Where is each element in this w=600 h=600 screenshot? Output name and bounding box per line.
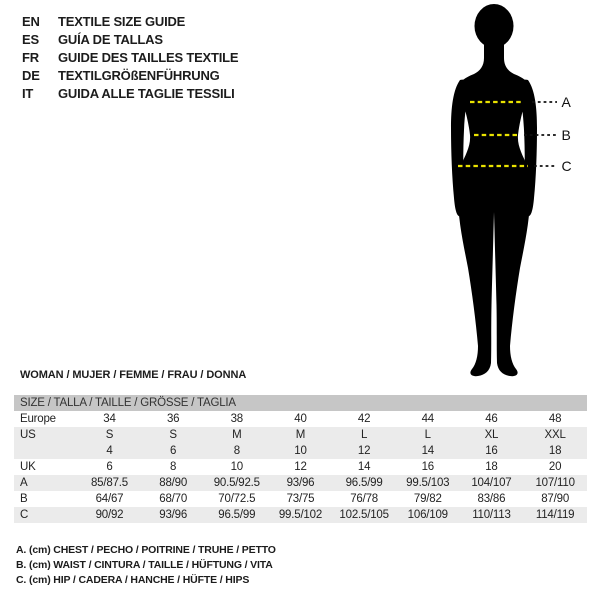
- language-code: ES: [22, 32, 39, 47]
- language-code: DE: [22, 68, 40, 83]
- size-cell: 90/92: [78, 507, 142, 523]
- row-label: C: [14, 507, 78, 523]
- size-table-header: SIZE / TALLA / TAILLE / GRÖSSE / TAGLIA: [14, 395, 587, 411]
- size-cell: 6: [141, 443, 205, 459]
- legend-chest: A. (cm) CHEST / PECHO / POITRINE / TRUHE / PETTO: [16, 544, 276, 556]
- size-cell: 114/119: [523, 507, 587, 523]
- size-cell: 99.5/103: [396, 475, 460, 491]
- size-cell: 14: [357, 461, 371, 473]
- table-row-waist: [14, 491, 587, 507]
- size-cell: 20: [548, 461, 562, 473]
- measure-label-a: A: [561, 94, 571, 110]
- table-row-chest: [14, 475, 587, 491]
- language-row: [22, 13, 238, 31]
- size-cell: 73/75: [286, 493, 315, 505]
- language-title: TEXTILGRÖßENFÜHRUNG: [58, 68, 220, 83]
- size-cell: 106/109: [396, 507, 460, 523]
- language-title: GUIDA ALLE TAGLIE TESSILI: [58, 86, 235, 101]
- size-cell: 42: [357, 413, 371, 425]
- language-row: [22, 67, 238, 85]
- size-cell: 104/107: [460, 475, 524, 491]
- size-cell: 34: [103, 413, 116, 425]
- size-cell: S: [78, 427, 142, 443]
- language-title: GUÍA DE TALLAS: [58, 32, 163, 47]
- size-cell: 76/78: [350, 493, 378, 505]
- size-cell: XL: [460, 427, 524, 443]
- row-label: [14, 443, 78, 459]
- table-row-uk: [14, 459, 587, 475]
- size-cell: 12: [294, 461, 307, 473]
- language-row: [22, 85, 238, 103]
- size-cell: 88/90: [141, 475, 205, 491]
- size-cell: 18: [523, 443, 587, 459]
- size-cell: 99.5/102: [269, 507, 333, 523]
- language-title: TEXTILE SIZE GUIDE: [58, 14, 186, 29]
- measure-label-c: C: [561, 158, 572, 174]
- language-row: [22, 31, 238, 49]
- size-cell: 10: [230, 461, 243, 473]
- size-cell: 10: [269, 443, 333, 459]
- size-cell: 79/82: [413, 493, 442, 505]
- size-cell: 70/72.5: [218, 493, 256, 505]
- size-cell: 46: [485, 413, 498, 425]
- size-cell: 107/110: [523, 475, 587, 491]
- size-cell: 38: [230, 413, 243, 425]
- size-cell: 64/67: [95, 493, 124, 505]
- size-cell: L: [332, 427, 396, 443]
- size-cell: 110/113: [460, 507, 524, 523]
- row-label: US: [14, 427, 78, 443]
- size-cell: 87/90: [541, 493, 570, 505]
- size-cell: 12: [332, 443, 396, 459]
- size-cell: 48: [548, 413, 562, 425]
- size-cell: 8: [205, 443, 269, 459]
- size-cell: 85/87.5: [78, 475, 142, 491]
- table-row-us-numbers: [14, 443, 587, 459]
- language-code: IT: [22, 86, 34, 101]
- table-row-europe: [14, 411, 587, 427]
- legend-hip: C. (cm) HIP / CADERA / HANCHE / HÜFTE / HIPS: [16, 574, 250, 586]
- size-cell: 83/86: [477, 493, 506, 505]
- size-cell: L: [396, 427, 460, 443]
- language-code: EN: [22, 14, 40, 29]
- silhouette-legs: [458, 188, 530, 376]
- size-cell: M: [205, 427, 269, 443]
- size-cell: 68/70: [159, 493, 188, 505]
- language-code: FR: [22, 50, 39, 65]
- section-title: WOMAN / MUJER / FEMME / FRAU / DONNA: [20, 369, 247, 381]
- language-row: [22, 49, 238, 67]
- size-cell: S: [141, 427, 205, 443]
- table-row-us-letters: [14, 427, 587, 443]
- language-title: GUIDE DES TAILLES TEXTILE: [58, 50, 239, 65]
- size-cell: 102.5/105: [332, 507, 396, 523]
- size-cell: 16: [460, 443, 524, 459]
- row-label: A: [14, 475, 78, 491]
- size-cell: XXL: [523, 427, 587, 443]
- size-cell: 36: [166, 413, 180, 425]
- size-cell: 40: [294, 413, 307, 425]
- size-table-header-row: [14, 395, 587, 411]
- size-cell: 6: [106, 461, 113, 473]
- size-cell: 96.5/99: [332, 475, 396, 491]
- silhouette-torso: [455, 40, 533, 212]
- table-row-hip: [14, 507, 587, 523]
- size-cell: 44: [421, 413, 434, 425]
- size-cell: M: [269, 427, 333, 443]
- size-cell: 8: [170, 461, 177, 473]
- language-guide: [22, 13, 238, 103]
- size-cell: 93/96: [141, 507, 205, 523]
- measurement-legend: [16, 543, 276, 588]
- row-label: Europe: [20, 413, 56, 425]
- measure-label-b: B: [561, 127, 571, 143]
- woman-silhouette-svg: [420, 0, 600, 380]
- row-label: B: [20, 493, 28, 505]
- size-table: [14, 395, 587, 523]
- size-cell: 14: [396, 443, 460, 459]
- size-cell: 18: [485, 461, 498, 473]
- size-cell: 96.5/99: [205, 507, 269, 523]
- legend-waist: B. (cm) WAIST / CINTURA / TAILLE / HÜFTUNG / VITA: [16, 559, 273, 571]
- size-figure: [420, 0, 600, 380]
- size-cell: 16: [421, 461, 434, 473]
- size-cell: 90.5/92.5: [205, 475, 269, 491]
- row-label: UK: [20, 461, 36, 473]
- size-cell: 93/96: [269, 475, 333, 491]
- size-cell: 4: [78, 443, 142, 459]
